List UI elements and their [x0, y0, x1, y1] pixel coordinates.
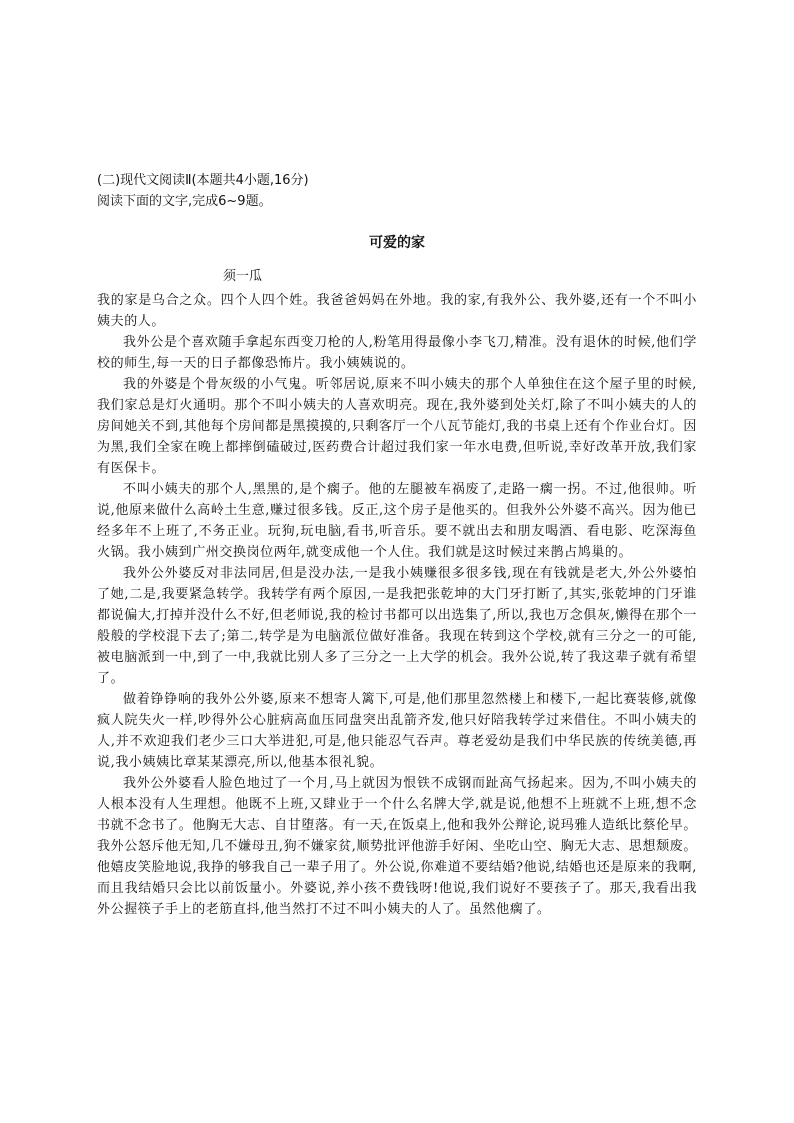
article-body: [97, 290, 697, 920]
paragraph: 不叫小姨夫的那个人,黑黑的,是个瘸子。他的左腿被车祸废了,走路一瘸一拐。不过,他很帅。听说,他原来做什么高岭土生意,赚过很多钱。反正,这个房子是他买的。但我外公外婆不高兴。因为他已经多年不上班了,不务正业。玩狗,玩电脑,看书,听音乐。要不就出去和朋友喝酒、看电影、吃深海鱼火锅。我小姨到广州交换岗位两年,就变成他一个人住。我们就是这时候过来鹊占鸠巢的。: [97, 482, 697, 560]
paragraph: 我的家是乌合之众。四个人四个姓。我爸爸妈妈在外地。我的家,有我外公、我外婆,还有一个不叫小姨夫的人。: [97, 293, 697, 329]
paragraph: 我外公外婆看人脸色地过了一个月,马上就因为恨铁不成钢而趾高气扬起来。因为,不叫小姨夫的人根本没有人生理想。他既不上班,又肆业于一个什么名牌大学,就是说,他想不上班就不上班,想不念书就不念书了。他胸无大志、自甘堕落。有一天,在饭桌上,他和我外公辩论,说玛雅人造纸比蔡伦早。我外公怒斥他无知,几不嫌母丑,狗不嫌家贫,顺势批评他游手好闲、坐吃山空、胸无大志、思想颓废。他嬉皮笑脸地说,我挣的够我自己一辈子用了。外公说,你难道不要结婚?他说,结婚也还是原来的我啊,而且我结婚只会比以前饭量小。外婆说,养小孩不费钱呀!他说,我们说好不要孩子了。那天,我看出我外公握筷子手上的老筋直抖,他当然打不过不叫小姨夫的人了。虽然他瘸了。: [97, 776, 697, 917]
section-header: [97, 170, 309, 212]
paragraph: 做着铮铮响的我外公外婆,原来不想寄人篱下,可是,他们那里忽然楼上和楼下,一起比赛装修,就像疯人院失火一样,吵得外公心脏病高血压同盘突出乱箭齐发,他只好陪我转学过来借住。不叫小姨夫的人,并不欢迎我们老少三口大举进犯,可是,他只能忍气吞声。尊老爱幼是我们中华民族的传统美德,再说,我小姨姨比章某某漂亮,所以,他基本很礼貌。: [97, 692, 697, 770]
section-instruction: 阅读下面的文字,完成6~9题。: [97, 194, 272, 209]
article-author: 须一瓜: [223, 269, 263, 284]
paragraph: 我外公是个喜欢随手拿起东西变刀枪的人,粉笔用得最像小李飞刀,精准。没有退休的时候,他们学校的师生,每一天的日子都像恐怖片。我小姨姨说的。: [97, 335, 697, 371]
paragraph: 我外公外婆反对非法同居,但是没办法,一是我小姨赚很多很多钱,现在有钱就是老大,外公外婆怕了她,二是,我要紧急转学。我转学有两个原因,一是我把张乾坤的大门牙打断了,其实,张乾坤的门牙谁都说偏大,打掉并没什么不好,但老师说,我的检讨书都可以出选集了,所以,我也万念俱灰,懒得在那个一般般的学校混下去了;第二,转学是为电脑派位做好准备。我现在转到这个学校,就有三分之一的可能,被电脑派到一中,到了一中,我就比别人多了三分之一上大学的机会。我外公说,转了我这辈子就有希望了。: [97, 566, 697, 686]
article-title: 可爱的家: [369, 235, 425, 251]
section-heading: (二)现代文阅读Ⅱ(本题共4小题,16分): [97, 173, 309, 188]
paragraph: 我的外婆是个骨灰级的小气鬼。听邻居说,原来不叫小姨夫的那个人单独住在这个屋子里的时候,我们家总是灯火通明。那个不叫小姨夫的人喜欢明亮。现在,我外婆到处关灯,除了不叫小姨夫的人的房间她关不到,其他每个房间都是黑摸摸的,只剩客厅一个八瓦节能灯,我的书桌上还有个作业台灯。因为黑,我们全家在晚上都摔倒磕破过,医药费合计超过我们家一年水电费,但听说,幸好改革开放,我们家有医保卡。: [97, 377, 697, 476]
